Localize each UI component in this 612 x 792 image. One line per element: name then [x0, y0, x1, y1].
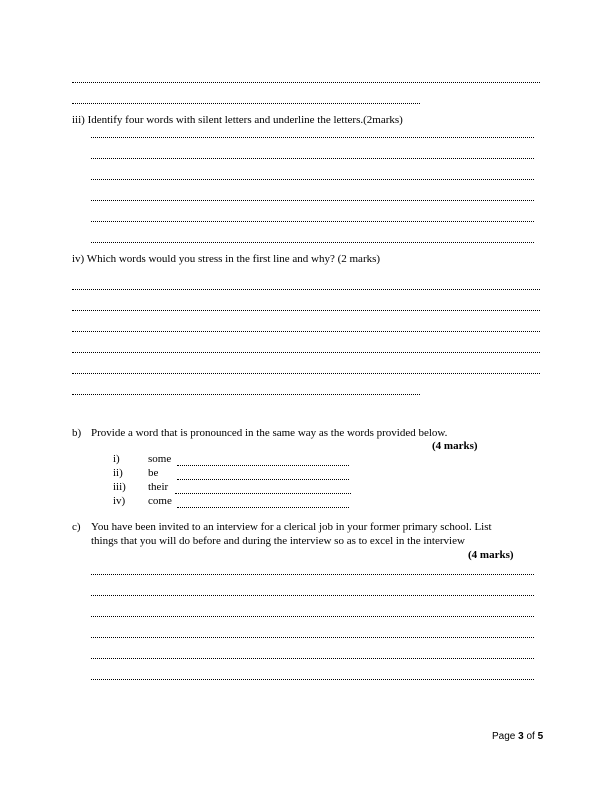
- answer-line: [91, 242, 534, 243]
- option-word: their: [148, 481, 169, 493]
- page-of: of: [523, 731, 538, 742]
- option-number: ii): [113, 467, 123, 479]
- answer-line: [91, 679, 534, 680]
- answer-line: [177, 465, 349, 466]
- answer-line: [91, 200, 534, 201]
- answer-line: [72, 289, 540, 290]
- answer-line: [91, 179, 534, 180]
- option-number: i): [113, 453, 120, 465]
- question-c-line2: things that you will do before and during the interview so as to excel in the interview: [91, 535, 465, 547]
- answer-line: [91, 158, 534, 159]
- question-iii-text: iii) Identify four words with silent letters and underline the letters.(2marks): [72, 114, 403, 126]
- answer-line: [91, 221, 534, 222]
- answer-line: [177, 507, 349, 508]
- answer-line: [177, 479, 349, 480]
- option-word: some: [148, 453, 172, 465]
- question-c-line1: You have been invited to an interview for a clerical job in your former primary school. List: [91, 521, 492, 533]
- page-current: 3: [518, 731, 524, 742]
- page-total: 5: [537, 731, 544, 742]
- answer-line: [91, 616, 534, 617]
- option-number: iv): [113, 495, 126, 507]
- answer-line: [72, 394, 420, 395]
- option-word: come: [148, 495, 172, 507]
- question-b-marks: (4 marks): [432, 440, 478, 452]
- question-c-label: c): [72, 521, 81, 533]
- question-c-marks: (4 marks): [468, 549, 514, 561]
- page-prefix: Page: [492, 731, 519, 742]
- answer-line: [91, 574, 534, 575]
- answer-line: [72, 373, 540, 374]
- answer-line: [91, 595, 534, 596]
- answer-line: [72, 352, 540, 353]
- option-number: iii): [113, 481, 126, 493]
- answer-line: [72, 82, 540, 83]
- answer-line: [175, 493, 351, 494]
- answer-line: [91, 637, 534, 638]
- answer-line: [91, 137, 534, 138]
- page-number: [492, 731, 543, 742]
- answer-line: [72, 310, 540, 311]
- answer-line: [72, 103, 420, 104]
- question-b-label: b): [72, 427, 82, 439]
- option-word: be: [148, 467, 159, 479]
- answer-line: [72, 331, 540, 332]
- answer-line: [91, 658, 534, 659]
- question-iv-text: iv) Which words would you stress in the first line and why? (2 marks): [72, 253, 381, 265]
- question-b-text: Provide a word that is pronounced in the same way as the words provided below.: [91, 427, 448, 439]
